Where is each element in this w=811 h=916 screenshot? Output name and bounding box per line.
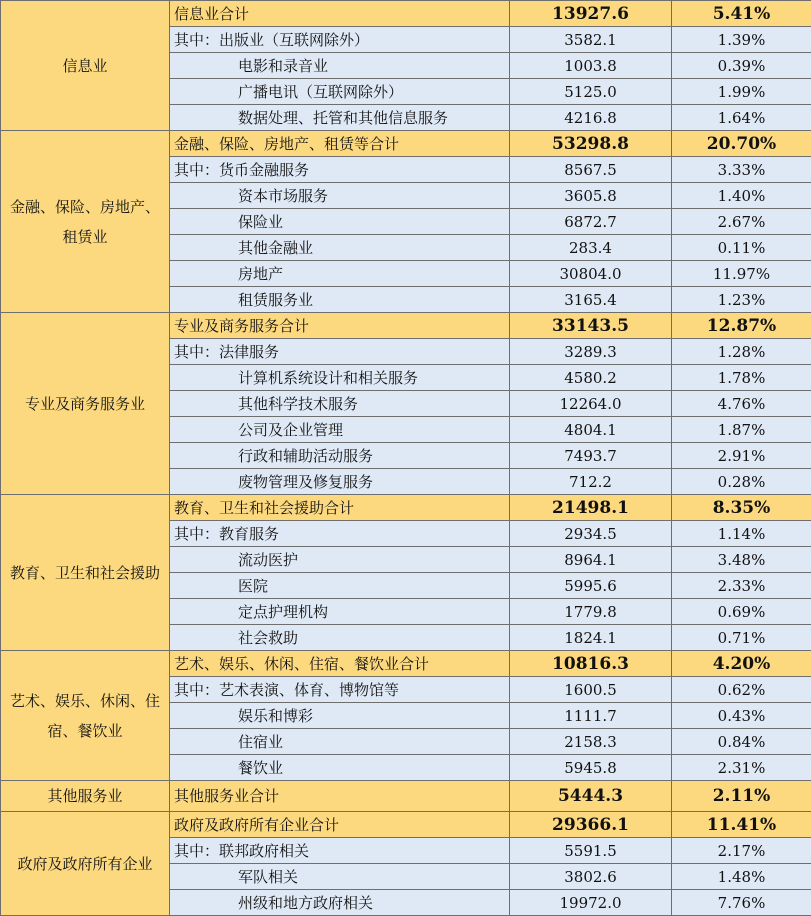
percent-cell: 0.43% bbox=[672, 703, 811, 729]
industry-group-label: 教育、卫生和社会援助 bbox=[1, 495, 170, 651]
sub-industry-cell: 租赁服务业 bbox=[170, 287, 510, 313]
table-row-total bbox=[1, 1, 811, 27]
sub-industry-cell: 餐饮业 bbox=[170, 755, 510, 781]
percent-cell: 0.11% bbox=[672, 235, 811, 261]
percent-cell: 2.31% bbox=[672, 755, 811, 781]
value-cell: 1779.8 bbox=[510, 599, 672, 625]
percent-cell: 0.71% bbox=[672, 625, 811, 651]
percent-cell: 2.67% bbox=[672, 209, 811, 235]
table-body bbox=[1, 1, 811, 916]
sub-industry-cell: 娱乐和博彩 bbox=[170, 703, 510, 729]
value-cell: 53298.8 bbox=[510, 131, 672, 157]
sub-industry-cell: 其中：艺术表演、体育、博物馆等 bbox=[170, 677, 510, 703]
percent-cell: 12.87% bbox=[672, 313, 811, 339]
value-cell: 8567.5 bbox=[510, 157, 672, 183]
percent-cell: 1.14% bbox=[672, 521, 811, 547]
value-cell: 5945.8 bbox=[510, 755, 672, 781]
value-cell: 6872.7 bbox=[510, 209, 672, 235]
sub-industry-cell: 废物管理及修复服务 bbox=[170, 469, 510, 495]
total-label-cell: 艺术、娱乐、休闲、住宿、餐饮业合计 bbox=[170, 651, 510, 677]
sub-industry-cell: 其中：教育服务 bbox=[170, 521, 510, 547]
percent-cell: 11.41% bbox=[672, 812, 811, 838]
percent-cell: 0.69% bbox=[672, 599, 811, 625]
percent-cell: 0.62% bbox=[672, 677, 811, 703]
sub-industry-cell: 其他金融业 bbox=[170, 235, 510, 261]
percent-cell: 1.78% bbox=[672, 365, 811, 391]
value-cell: 4580.2 bbox=[510, 365, 672, 391]
sub-industry-cell: 公司及企业管理 bbox=[170, 417, 510, 443]
value-cell: 3289.3 bbox=[510, 339, 672, 365]
value-cell: 12264.0 bbox=[510, 391, 672, 417]
value-cell: 283.4 bbox=[510, 235, 672, 261]
value-cell: 3165.4 bbox=[510, 287, 672, 313]
total-label-cell: 其他服务业合计 bbox=[170, 781, 510, 812]
industry-group-label: 信息业 bbox=[1, 1, 170, 131]
percent-cell: 1.87% bbox=[672, 417, 811, 443]
table-row-total bbox=[1, 131, 811, 157]
value-cell: 19972.0 bbox=[510, 890, 672, 916]
percent-cell: 2.17% bbox=[672, 838, 811, 864]
sub-industry-cell: 其中：货币金融服务 bbox=[170, 157, 510, 183]
value-cell: 5591.5 bbox=[510, 838, 672, 864]
value-cell: 5995.6 bbox=[510, 573, 672, 599]
percent-cell: 4.76% bbox=[672, 391, 811, 417]
percent-cell: 7.76% bbox=[672, 890, 811, 916]
value-cell: 1824.1 bbox=[510, 625, 672, 651]
sub-industry-cell: 广播电讯（互联网除外） bbox=[170, 79, 510, 105]
value-cell: 1111.7 bbox=[510, 703, 672, 729]
industry-group-label: 金融、保险、房地产、租赁业 bbox=[1, 131, 170, 313]
value-cell: 30804.0 bbox=[510, 261, 672, 287]
industry-group-label: 专业及商务服务业 bbox=[1, 313, 170, 495]
value-cell: 33143.5 bbox=[510, 313, 672, 339]
sub-industry-cell: 其中：出版业（互联网除外） bbox=[170, 27, 510, 53]
value-cell: 5444.3 bbox=[510, 781, 672, 812]
table-row-total bbox=[1, 495, 811, 521]
value-cell: 10816.3 bbox=[510, 651, 672, 677]
industry-group-label: 艺术、娱乐、休闲、住宿、餐饮业 bbox=[1, 651, 170, 781]
percent-cell: 4.20% bbox=[672, 651, 811, 677]
sub-industry-cell: 其中：联邦政府相关 bbox=[170, 838, 510, 864]
percent-cell: 1.39% bbox=[672, 27, 811, 53]
sub-industry-cell: 房地产 bbox=[170, 261, 510, 287]
percent-cell: 0.28% bbox=[672, 469, 811, 495]
value-cell: 8964.1 bbox=[510, 547, 672, 573]
table-row-total bbox=[1, 651, 811, 677]
table-row-total bbox=[1, 812, 811, 838]
sub-industry-cell: 定点护理机构 bbox=[170, 599, 510, 625]
percent-cell: 8.35% bbox=[672, 495, 811, 521]
value-cell: 2934.5 bbox=[510, 521, 672, 547]
percent-cell: 3.33% bbox=[672, 157, 811, 183]
sub-industry-cell: 州级和地方政府相关 bbox=[170, 890, 510, 916]
percent-cell: 0.39% bbox=[672, 53, 811, 79]
value-cell: 3802.6 bbox=[510, 864, 672, 890]
table-row-total bbox=[1, 781, 811, 812]
value-cell: 4804.1 bbox=[510, 417, 672, 443]
value-cell: 712.2 bbox=[510, 469, 672, 495]
value-cell: 1003.8 bbox=[510, 53, 672, 79]
sub-industry-cell: 行政和辅助活动服务 bbox=[170, 443, 510, 469]
percent-cell: 1.40% bbox=[672, 183, 811, 209]
value-cell: 13927.6 bbox=[510, 1, 672, 27]
percent-cell: 0.84% bbox=[672, 729, 811, 755]
sub-industry-cell: 电影和录音业 bbox=[170, 53, 510, 79]
sub-industry-cell: 住宿业 bbox=[170, 729, 510, 755]
sub-industry-cell: 社会救助 bbox=[170, 625, 510, 651]
sub-industry-cell: 保险业 bbox=[170, 209, 510, 235]
sub-industry-cell: 其他科学技术服务 bbox=[170, 391, 510, 417]
value-cell: 3605.8 bbox=[510, 183, 672, 209]
percent-cell: 20.70% bbox=[672, 131, 811, 157]
percent-cell: 3.48% bbox=[672, 547, 811, 573]
percent-cell: 2.11% bbox=[672, 781, 811, 812]
percent-cell: 2.33% bbox=[672, 573, 811, 599]
value-cell: 3582.1 bbox=[510, 27, 672, 53]
percent-cell: 1.28% bbox=[672, 339, 811, 365]
value-cell: 4216.8 bbox=[510, 105, 672, 131]
sub-industry-cell: 计算机系统设计和相关服务 bbox=[170, 365, 510, 391]
sub-industry-cell: 数据处理、托管和其他信息服务 bbox=[170, 105, 510, 131]
sub-industry-cell: 军队相关 bbox=[170, 864, 510, 890]
total-label-cell: 信息业合计 bbox=[170, 1, 510, 27]
sub-industry-cell: 医院 bbox=[170, 573, 510, 599]
percent-cell: 5.41% bbox=[672, 1, 811, 27]
total-label-cell: 专业及商务服务合计 bbox=[170, 313, 510, 339]
value-cell: 5125.0 bbox=[510, 79, 672, 105]
total-label-cell: 金融、保险、房地产、租赁等合计 bbox=[170, 131, 510, 157]
industry-group-label: 政府及政府所有企业 bbox=[1, 812, 170, 916]
total-label-cell: 教育、卫生和社会援助合计 bbox=[170, 495, 510, 521]
percent-cell: 11.97% bbox=[672, 261, 811, 287]
sub-industry-cell: 其中：法律服务 bbox=[170, 339, 510, 365]
percent-cell: 1.48% bbox=[672, 864, 811, 890]
value-cell: 7493.7 bbox=[510, 443, 672, 469]
value-cell: 1600.5 bbox=[510, 677, 672, 703]
percent-cell: 1.23% bbox=[672, 287, 811, 313]
percent-cell: 1.64% bbox=[672, 105, 811, 131]
total-label-cell: 政府及政府所有企业合计 bbox=[170, 812, 510, 838]
percent-cell: 2.91% bbox=[672, 443, 811, 469]
value-cell: 29366.1 bbox=[510, 812, 672, 838]
value-cell: 21498.1 bbox=[510, 495, 672, 521]
value-cell: 2158.3 bbox=[510, 729, 672, 755]
sub-industry-cell: 资本市场服务 bbox=[170, 183, 510, 209]
industry-group-label: 其他服务业 bbox=[1, 781, 170, 812]
percent-cell: 1.99% bbox=[672, 79, 811, 105]
table-row-total bbox=[1, 313, 811, 339]
sub-industry-cell: 流动医护 bbox=[170, 547, 510, 573]
